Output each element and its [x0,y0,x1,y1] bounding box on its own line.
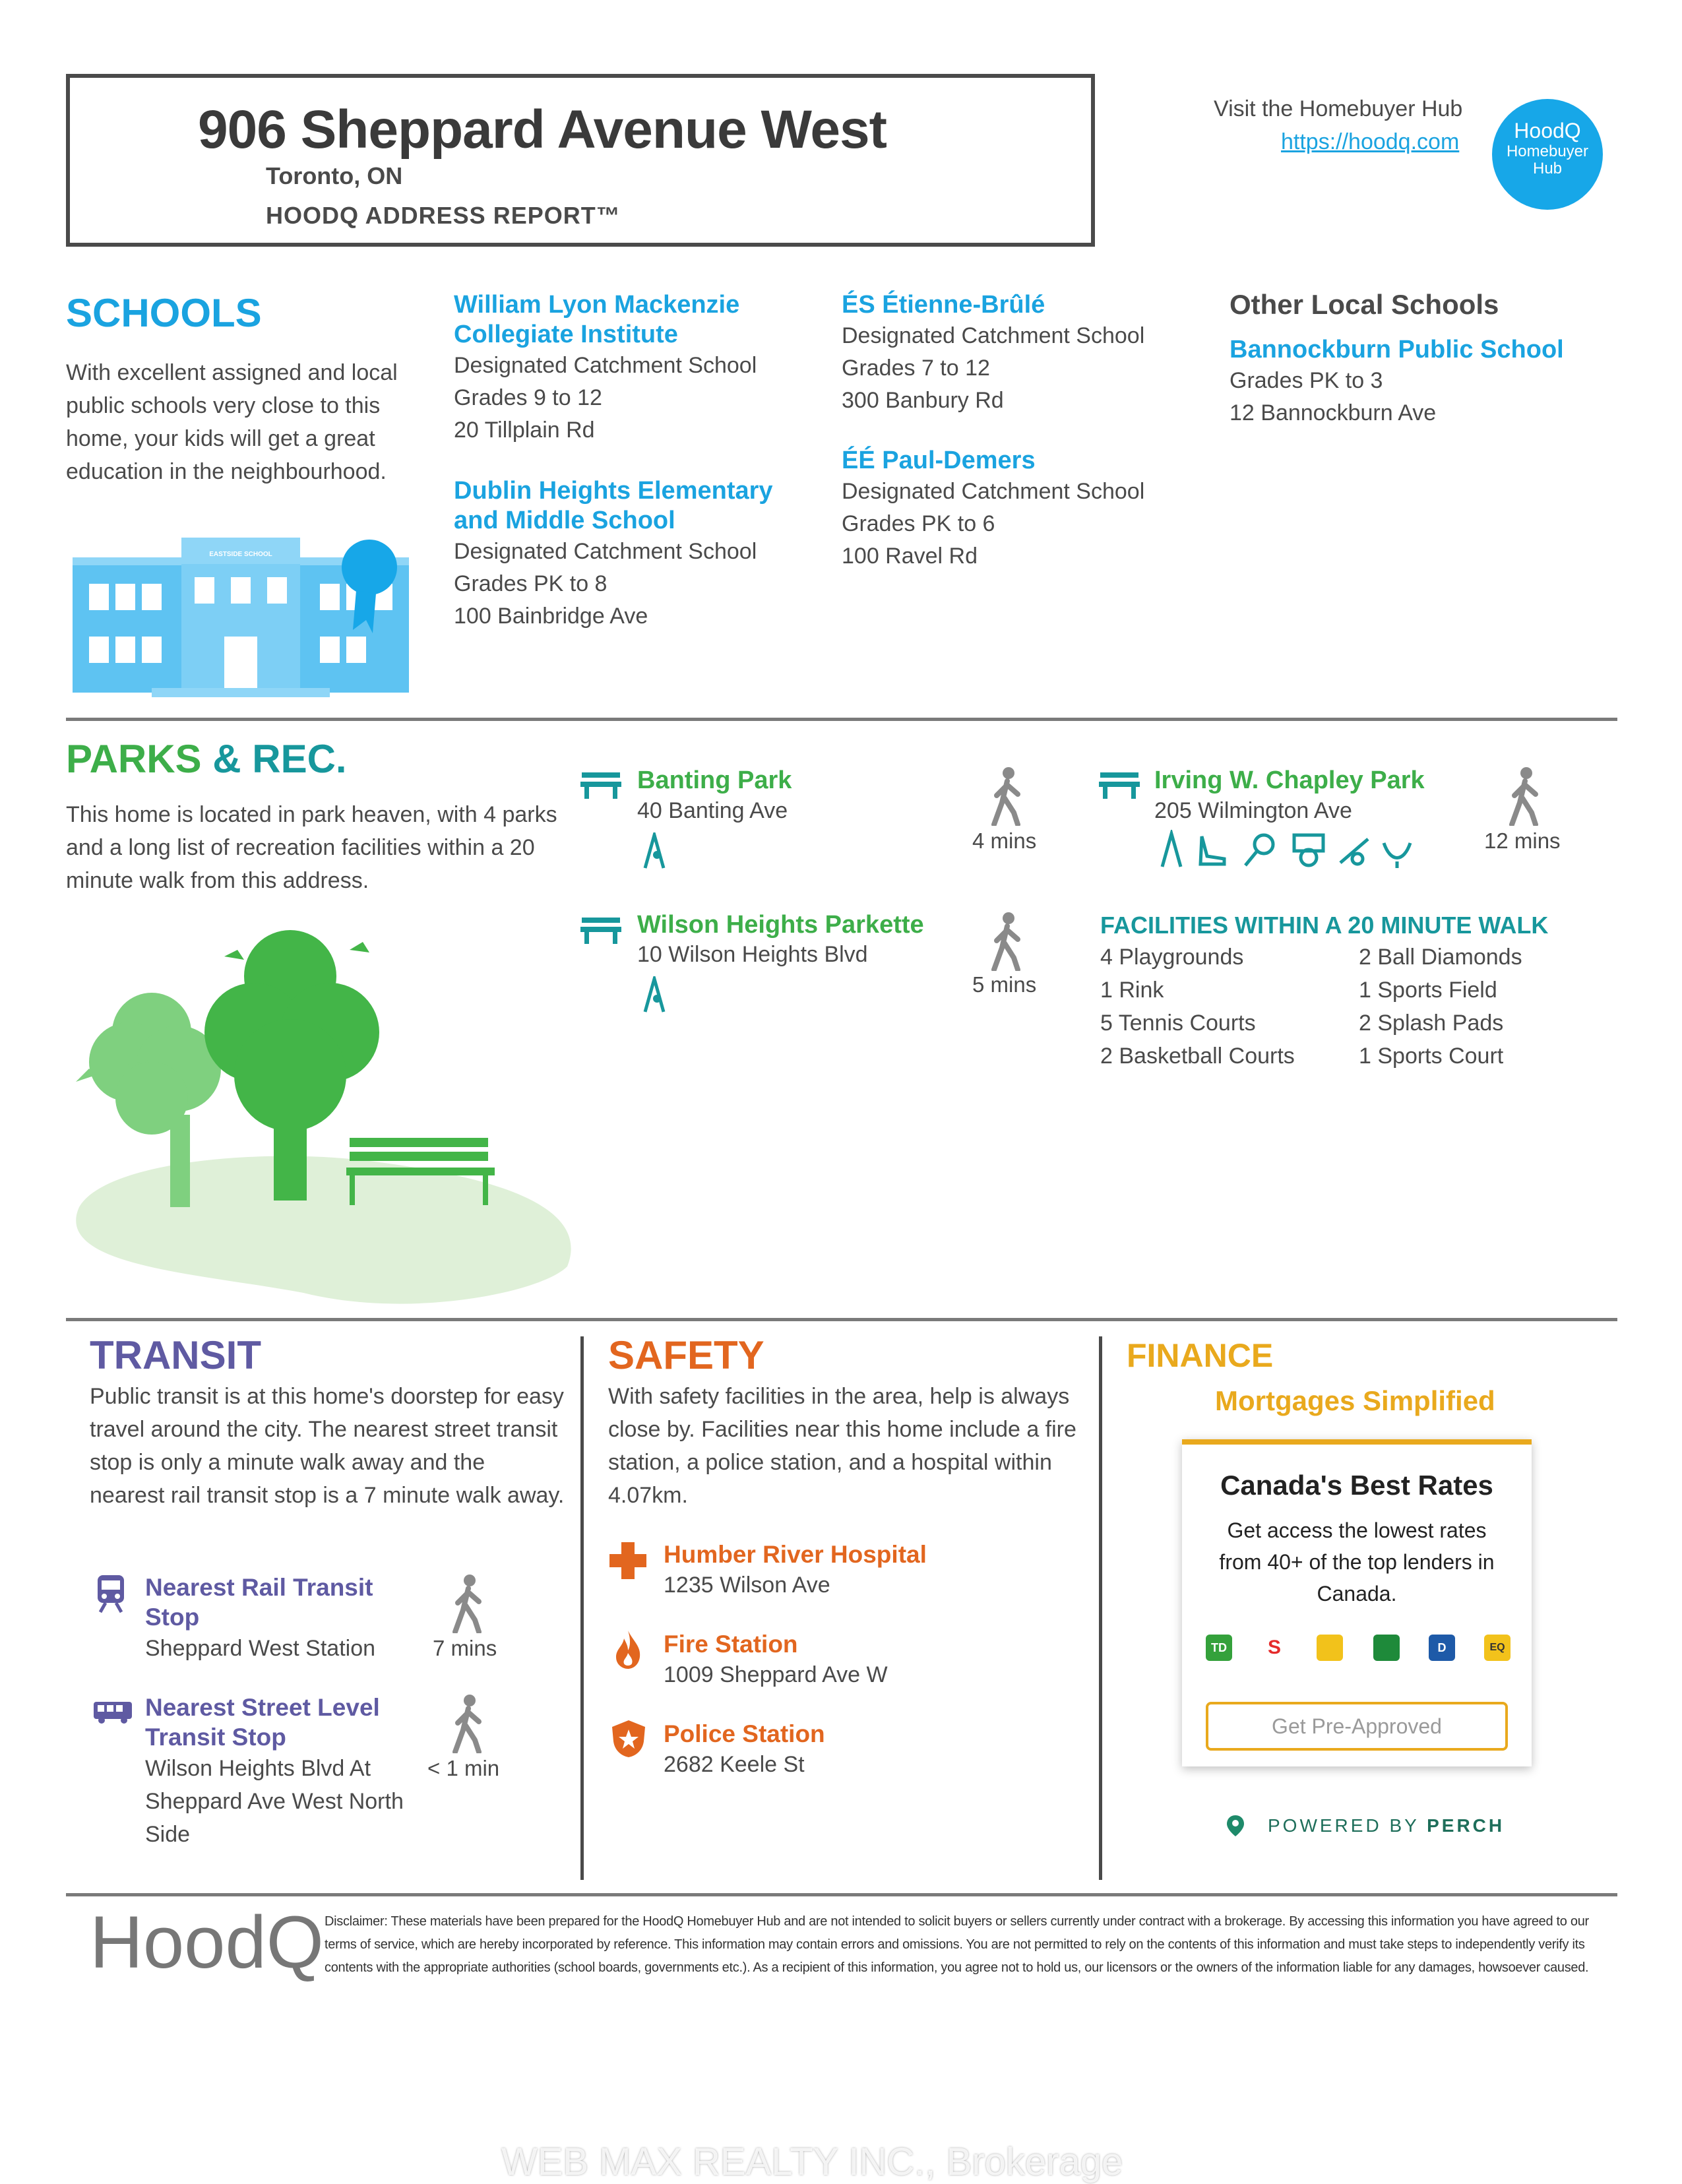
report-title: HOODQ ADDRESS REPORT™ [266,202,621,229]
rail-transit-label-2: Stop [145,1604,200,1631]
school-entry [842,446,1211,573]
hub-badge-title: HoodQ [1514,119,1581,142]
park-address: 10 Wilson Heights Blvd [637,942,868,967]
rail-walk-time: 7 mins [433,1636,497,1660]
walking-person-icon [987,766,1027,826]
school-name[interactable]: Bannockburn Public School [1230,336,1564,363]
section-divider [66,1318,1617,1321]
finance-title: FINANCE [1127,1337,1274,1374]
perch-brand: PERCH [1427,1815,1505,1836]
bank-shield-icon [1317,1635,1343,1661]
rail-transit-block [145,1573,375,1665]
hub-badge-sub1: Homebuyer [1506,142,1589,160]
disclaimer-text: Disclaimer: These materials have been prepared for the HoodQ Homebuyer Hub and are not intended to solicit buyers or sellers currently under contract with a brokerage. By accessing this information you have agreed to our terms of service, which are hereby incorporated by reference. This information may contain errors and omissions. You are not permitted to rely on the contents of this information and must take steps to independently verify its contents with the appropriate authorities (school boards, governments etc.). As a recipient of this information, you agree not to hold us, our licensors or the owners of the information liable for any damages, howsoever caused. [325,1914,1589,1975]
walking-person-icon [449,1574,488,1633]
facility-icons-row [1158,830,1435,869]
school-sign-text: EASTSIDE SCHOOL [209,551,272,558]
street-transit-label-2: Transit Stop [145,1724,286,1751]
powered-by-text: POWERED BY [1268,1815,1419,1836]
hub-badge[interactable] [1492,99,1603,210]
tennis-icon [1255,835,1273,854]
train-icon [94,1574,128,1613]
school-type: Designated Catchment School [454,353,757,378]
park-name[interactable]: Banting Park [637,766,792,794]
facility-item: 2 Ball Diamonds [1359,945,1522,970]
school-grades: Grades PK to 6 [842,511,995,536]
park-bench-icon [580,914,621,945]
safety-intro: With safety facilities in the area, help is always close by. Facilities near this home include a fire station, a police station, and a hospital within 4.07km. [608,1384,1076,1508]
school-address: 300 Banbury Rd [842,388,1004,413]
school-type: Designated Catchment School [842,479,1145,504]
other-school-entry [1230,335,1625,429]
park-bench-icon [1099,768,1140,800]
hub-badge-sub2: Hub [1532,160,1563,177]
school-type: Designated Catchment School [842,323,1145,348]
safety-name[interactable]: Police Station [664,1720,825,1747]
mortgage-card [1182,1439,1532,1766]
playground-icon [1162,834,1181,867]
playground-icon [640,976,673,1013]
hub-link[interactable]: https://hoodq.com [1281,129,1460,154]
schools-intro: With excellent assigned and local public schools very close to this home, your kids will get a great education in the neighbourhood. [66,360,398,484]
hoodq-logo: HoodQ [90,1901,324,1983]
school-name[interactable]: ÉÉ Paul-Demers [842,447,1036,474]
facility-item: 2 Basketball Courts [1100,1044,1295,1069]
facilities-right-list [1359,941,1522,1073]
transit-title: TRANSIT [90,1333,261,1377]
school-address: 20 Tillplain Rd [454,418,595,443]
parks-title [66,736,347,782]
street-stop-line-2: Sheppard Ave West North [145,1789,404,1814]
address-title: 906 Sheppard Avenue West [198,100,887,160]
police-badge-icon [611,1719,646,1759]
location-pin-icon [1226,1814,1245,1838]
hospital-cross-icon [608,1541,648,1580]
park-walk-time: 5 mins [972,972,1037,997]
scotiabank-icon: S [1267,1637,1281,1658]
school-grades: Grades 9 to 12 [454,385,602,410]
safety-address: 2682 Keele St [664,1752,805,1777]
column-divider [1099,1336,1102,1880]
school-address: 100 Ravel Rd [842,544,978,569]
schools-title: SCHOOLS [66,291,262,335]
school-address: 12 Bannockburn Ave [1230,400,1437,425]
park-walk-time: 4 mins [972,828,1037,853]
walking-person-icon [987,912,1027,971]
school-grades: Grades PK to 3 [1230,368,1383,393]
school-entry [842,290,1211,417]
school-address: 100 Bainbridge Ave [454,604,648,629]
desjardins-icon: D [1429,1635,1455,1661]
td-bank-icon: TD [1206,1635,1232,1661]
finance-subtitle: Mortgages Simplified [1215,1385,1495,1416]
safety-name[interactable]: Fire Station [664,1631,798,1658]
card-title: Canada's Best Rates [1220,1470,1493,1501]
facilities-left-list [1100,941,1295,1073]
card-text: Get access the lowest rates from 40+ of the top lenders in Canada. [1219,1518,1495,1606]
rail-transit-label-1: Nearest Rail Transit [145,1574,373,1601]
street-transit-label-1: Nearest Street Level [145,1694,380,1721]
park-name[interactable]: Wilson Heights Parkette [637,911,924,939]
school-name[interactable]: ÉS Étienne-Brûlé [842,291,1045,319]
school-type: Designated Catchment School [454,539,757,564]
facility-item: 2 Splash Pads [1359,1011,1504,1036]
school-name[interactable]: Dublin Heights Elementary and Middle School [454,477,773,534]
brokerage-watermark: WEB MAX REALTY INC., Brokerage [501,2140,1123,2183]
bus-icon [92,1699,133,1726]
park-illustration-icon [66,923,580,1306]
walking-person-icon [1505,766,1545,826]
street-transit-block [145,1693,404,1851]
safety-name[interactable]: Humber River Hospital [664,1541,927,1568]
section-divider [66,718,1617,721]
facility-item: 1 Sports Court [1359,1044,1504,1069]
school-grades: Grades PK to 8 [454,571,607,596]
park-address: 40 Banting Ave [637,798,788,823]
park-address: 205 Wilmington Ave [1154,798,1352,823]
safety-address: 1235 Wilson Ave [664,1573,830,1598]
park-name[interactable]: Irving W. Chapley Park [1154,766,1425,794]
school-entry [454,290,823,447]
eq-bank-icon: EQ [1484,1635,1511,1661]
school-grades: Grades 7 to 12 [842,356,990,381]
street-stop-line-3: Side [145,1822,191,1847]
school-entry [454,476,823,633]
street-walk-time: < 1 min [427,1756,500,1780]
bank-hexagon-icon [1373,1635,1400,1661]
skate-icon [1200,836,1224,864]
other-schools-title: Other Local Schools [1230,289,1499,320]
safety-title: SAFETY [608,1333,764,1377]
parks-intro: This home is located in park heaven, with 4 parks and a long list of recreation facilities within a 20 minute walk from this address. [66,802,557,893]
safety-address: 1009 Sheppard Ave W [664,1662,888,1687]
school-name[interactable]: William Lyon Mackenzie Collegiate Institute [454,291,740,348]
column-divider [580,1336,584,1880]
address-city: Toronto, ON [266,162,403,189]
facility-item: 1 Sports Field [1359,978,1497,1003]
parks-title-b: & REC. [212,737,347,781]
hub-visit-text: Visit the Homebuyer Hub [1214,96,1463,121]
get-pre-approved-button[interactable]: Get Pre-Approved [1206,1702,1508,1751]
facility-item: 4 Playgrounds [1100,945,1244,970]
rail-station-name: Sheppard West Station [145,1636,376,1661]
fire-icon [613,1629,642,1670]
park-bench-icon [580,768,621,800]
transit-intro: Public transit is at this home's doorstep for easy travel around the city. The nearest street transit stop is only a minute walk away and the nearest rail transit stop is a 7 minute walk away. [90,1384,565,1508]
playground-icon [640,832,673,869]
sports-icon [1384,843,1410,868]
street-stop-line-1: Wilson Heights Blvd At [145,1756,371,1781]
parks-title-a: PARKS [66,737,202,781]
park-walk-time: 12 mins [1484,828,1561,853]
facility-item: 5 Tennis Courts [1100,1011,1256,1036]
powered-by[interactable] [1268,1815,1505,1836]
school-building-icon [73,538,416,702]
walking-person-icon [449,1694,488,1753]
facilities-title: FACILITIES WITHIN A 20 MINUTE WALK [1100,912,1549,939]
footer-divider [66,1893,1617,1896]
facility-item: 1 Rink [1100,978,1164,1003]
